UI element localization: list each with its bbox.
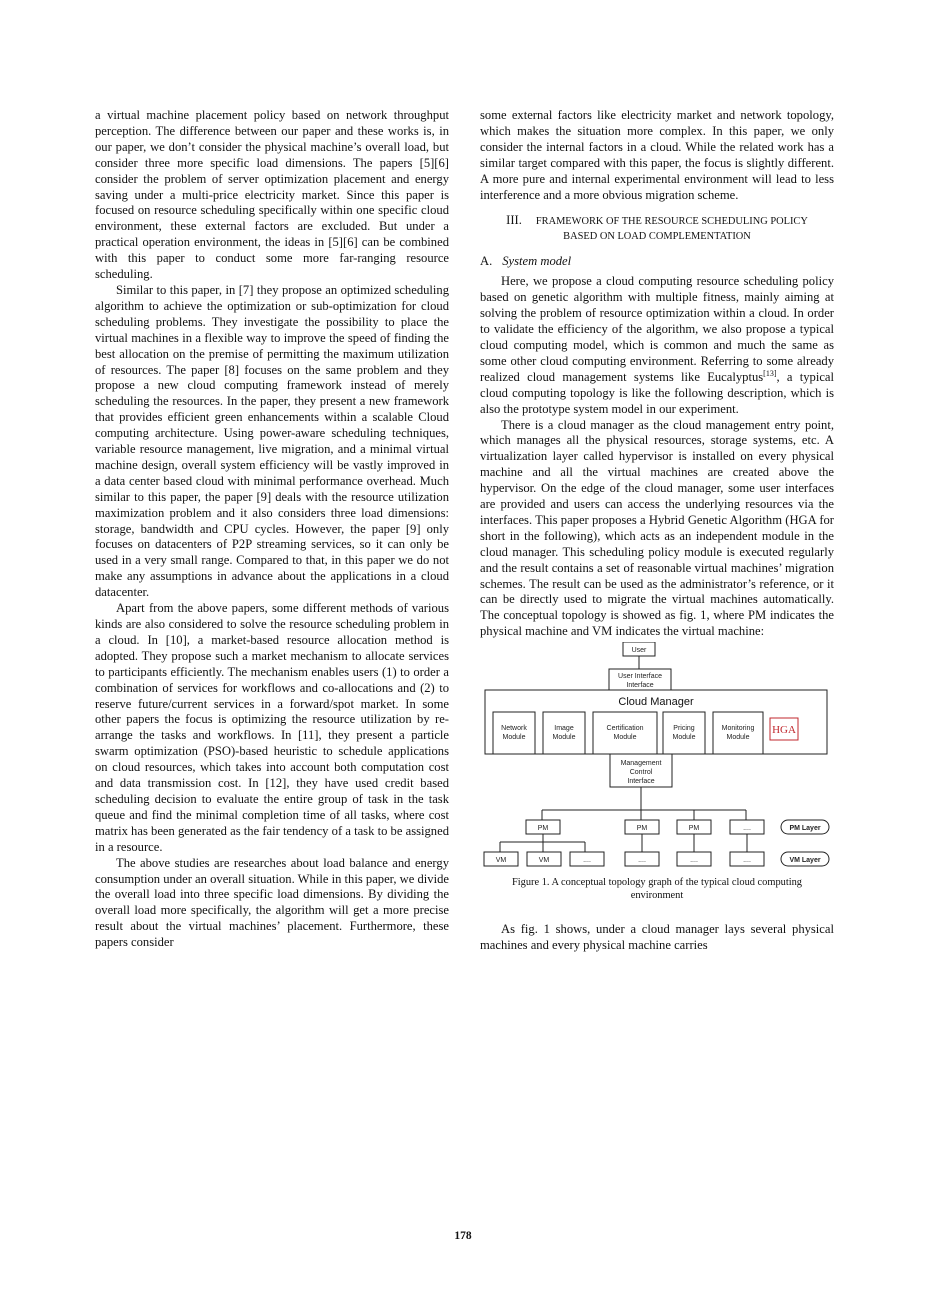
module-label: Network — [501, 725, 527, 733]
user-interface-label: User Interface — [618, 673, 662, 681]
pm-label: PM — [688, 825, 700, 833]
paragraph: Similar to this paper, in [7] they propose an optimized scheduling algorithm to achieve the optimization or sub-optimization for cloud scheduling problems. They investigate the possibility to place the virtual machines in a flexible way to improve the speed of finding the best allocation on the premise of permitting the maximum utilization of resources. The paper [8] focuses on the same problem and they propose a new cloud computing framework instead of merely scheduling the resources. In the paper, they present a new framework that provides efficient green enhancements within a scalable Cloud computing architecture. Using power-aware scheduling techniques, variable resource management, live migration, and a minimal virtual machine design, overall system efficiency will be vastly improved in a data center based cloud with minimal performance overhead. Much similar to this paper, the paper [9] deals with the resource utilization maximization problem and it also considers three load dimensions: storage, bandwidth and CPU cycles. However, the paper [9] only focuses on datacenters of P2P streaming services, so it can only be used in a very small range. Compared to that, in this paper we do not make any assumptions in advance about the applications in a cloud datacenter. — [95, 282, 449, 600]
vm-label: .... — [690, 857, 698, 865]
section-title-line1: FRAMEWORK OF THE RESOURCE SCHEDULING POLICY — [535, 216, 808, 228]
module-label: Module — [502, 734, 526, 742]
hga-label: HGA — [772, 724, 796, 737]
paragraph: As fig. 1 shows, under a cloud manager lays several physical machines and every physical machine carries — [480, 922, 834, 953]
module-label: Module — [613, 734, 637, 742]
pm-label: PM — [537, 825, 549, 833]
module-label: Module — [672, 734, 696, 742]
vm-label: .... — [638, 857, 646, 865]
topology-figure — [480, 642, 834, 876]
figure-caption-line2: environment — [630, 890, 684, 902]
right-column — [480, 108, 834, 954]
pricing-module-box — [663, 712, 705, 754]
vm-label: .... — [743, 857, 751, 865]
section-title-line2: BASED ON LOAD COMPLEMENTATION — [563, 231, 751, 243]
vm-label: VM — [538, 857, 550, 865]
image-module-box — [543, 712, 585, 754]
citation: [13] — [763, 368, 777, 378]
paragraph: The above studies are researches about load balance and energy consumption under an overall situation. While in this paper, we divide the overall load into three specific load dimensions. By dividing the overall load more specifically, the algorithm will get a more precise result about the virtual machines’ placement. Furthermore, these papers consider — [95, 855, 449, 950]
subsection-heading — [480, 254, 834, 270]
paragraph: some external factors like electricity market and network topology, which makes the situation more complex. In this paper, we only consider the internal factors in a cloud. While the related work has a similar target compared with this paper, the focus is slightly different. A more pure and internal experimental environment will lead to less interference and a more obvious migration scheme. — [480, 108, 834, 202]
page-number: 178 — [454, 1230, 472, 1242]
user-interface-label: Interface — [626, 682, 654, 690]
figure-caption — [480, 876, 834, 902]
management-label: Interface — [627, 778, 655, 786]
topology-diagram — [480, 642, 834, 876]
paragraph — [480, 274, 834, 417]
subsection-label: A. — [480, 254, 493, 269]
paragraph: There is a cloud manager as the cloud management entry point, which manages all the physical resources, storage systems, etc. A virtualization layer called hypervisor is installed on every physical machine and all the virtual machines are created above the hypervisor. On the edge of the cloud manager, some user interfaces are provided and users can access the underlying resources via the interfaces. This paper proposes a Hybrid Genetic Algorithm (HGA for short in the following), which acts as an independent module in the cloud manager. This scheduling policy module is executed regularly and the result contains a set of reasonable virtual machines’ migration schemes. The result can be used as the administrator’s reference, or it can be directly used to migrate the virtual machines automatically. The conceptual topology is showed as fig. 1, where PM indicates the physical machine and VM indicates the virtual machine: — [480, 417, 834, 639]
vm-layer-label: VM Layer — [789, 857, 821, 865]
pm-label: PM — [636, 825, 648, 833]
cloud-manager-title: Cloud Manager — [618, 696, 694, 709]
module-label: Module — [726, 734, 750, 742]
vm-label: VM — [495, 857, 507, 865]
paragraph-text: , a typical cloud computing topology is like the following description, which is also the prototype system model in our experiment. — [480, 369, 834, 416]
left-column — [95, 108, 449, 951]
vm-label: .... — [583, 857, 591, 865]
paragraph-text: Here, we propose a cloud computing resource scheduling policy based on genetic algorithm with multiple fitness, mainly aiming at solving the problem of resource optimization within a cloud. In order to validate the efficiency of the algorithm, we also propose a typical cloud computing model, which is common and much the same as some other cloud computing environment. Referring to some already realized cloud management systems like Eucalyptus — [480, 274, 834, 384]
figure-caption-line1: Figure 1. A conceptual topology graph of the typical cloud computing — [511, 877, 802, 889]
module-label: Image — [554, 725, 574, 733]
subsection-title: System model — [502, 254, 572, 269]
management-label: Management — [620, 760, 662, 768]
module-label: Monitoring — [721, 725, 755, 733]
management-label: Control — [629, 769, 653, 777]
pm-label: .... — [743, 825, 751, 833]
certification-module-box — [593, 712, 657, 754]
monitoring-module-box — [713, 712, 763, 754]
paragraph: Apart from the above papers, some different methods of various kinds are also considered to solve the resource scheduling problem in a cloud. In [10], a market-based resource allocation method is adopted. They propose such a market mechanism to allocate services to participants efficiently. The mechanism enables users (1) to order a combination of services for workflows and co-allocations and (2) to reserve future/current services in a forward/spot market. In some other papers the focus is optimizing the resource utilization by re-arrange the tasks and workflows. In [11], they present a particle swarm optimization (PSO)-based heuristic to schedule applications on cloud resources, which takes into account both computation cost and data transmission cost. In [12], they have used credit based scheduling decision to evaluate the entire group of task in the task queue and find the minimal completion time of all tasks, where cost matrix has been generated as the fair tendency of a task to be assigned in a resource. — [95, 601, 449, 854]
network-module-box — [493, 712, 535, 754]
section-number: III. — [506, 213, 522, 228]
pm-layer-label: PM Layer — [789, 825, 821, 833]
module-label: Pricing — [673, 725, 695, 733]
user-label: User — [631, 647, 647, 655]
module-label: Module — [552, 734, 576, 742]
paragraph: a virtual machine placement policy based on network throughput perception. The difference between our paper and these works is, in our paper, we don’t consider the physical machine’s overall load, but consider three more specific load dimensions. The papers [5][6] consider the problem of server optimization placement and energy saving under a multi-price electricity market. Since this paper is focused on resource scheduling specifically within one specific cloud environment, these external factors are excluded. But under a practical operation environment, the ideas in [5][6] can be combined with this paper to conduct some more far-ranging resource scheduling. — [95, 108, 449, 282]
section-heading — [480, 213, 834, 244]
module-label: Certification — [606, 725, 644, 733]
